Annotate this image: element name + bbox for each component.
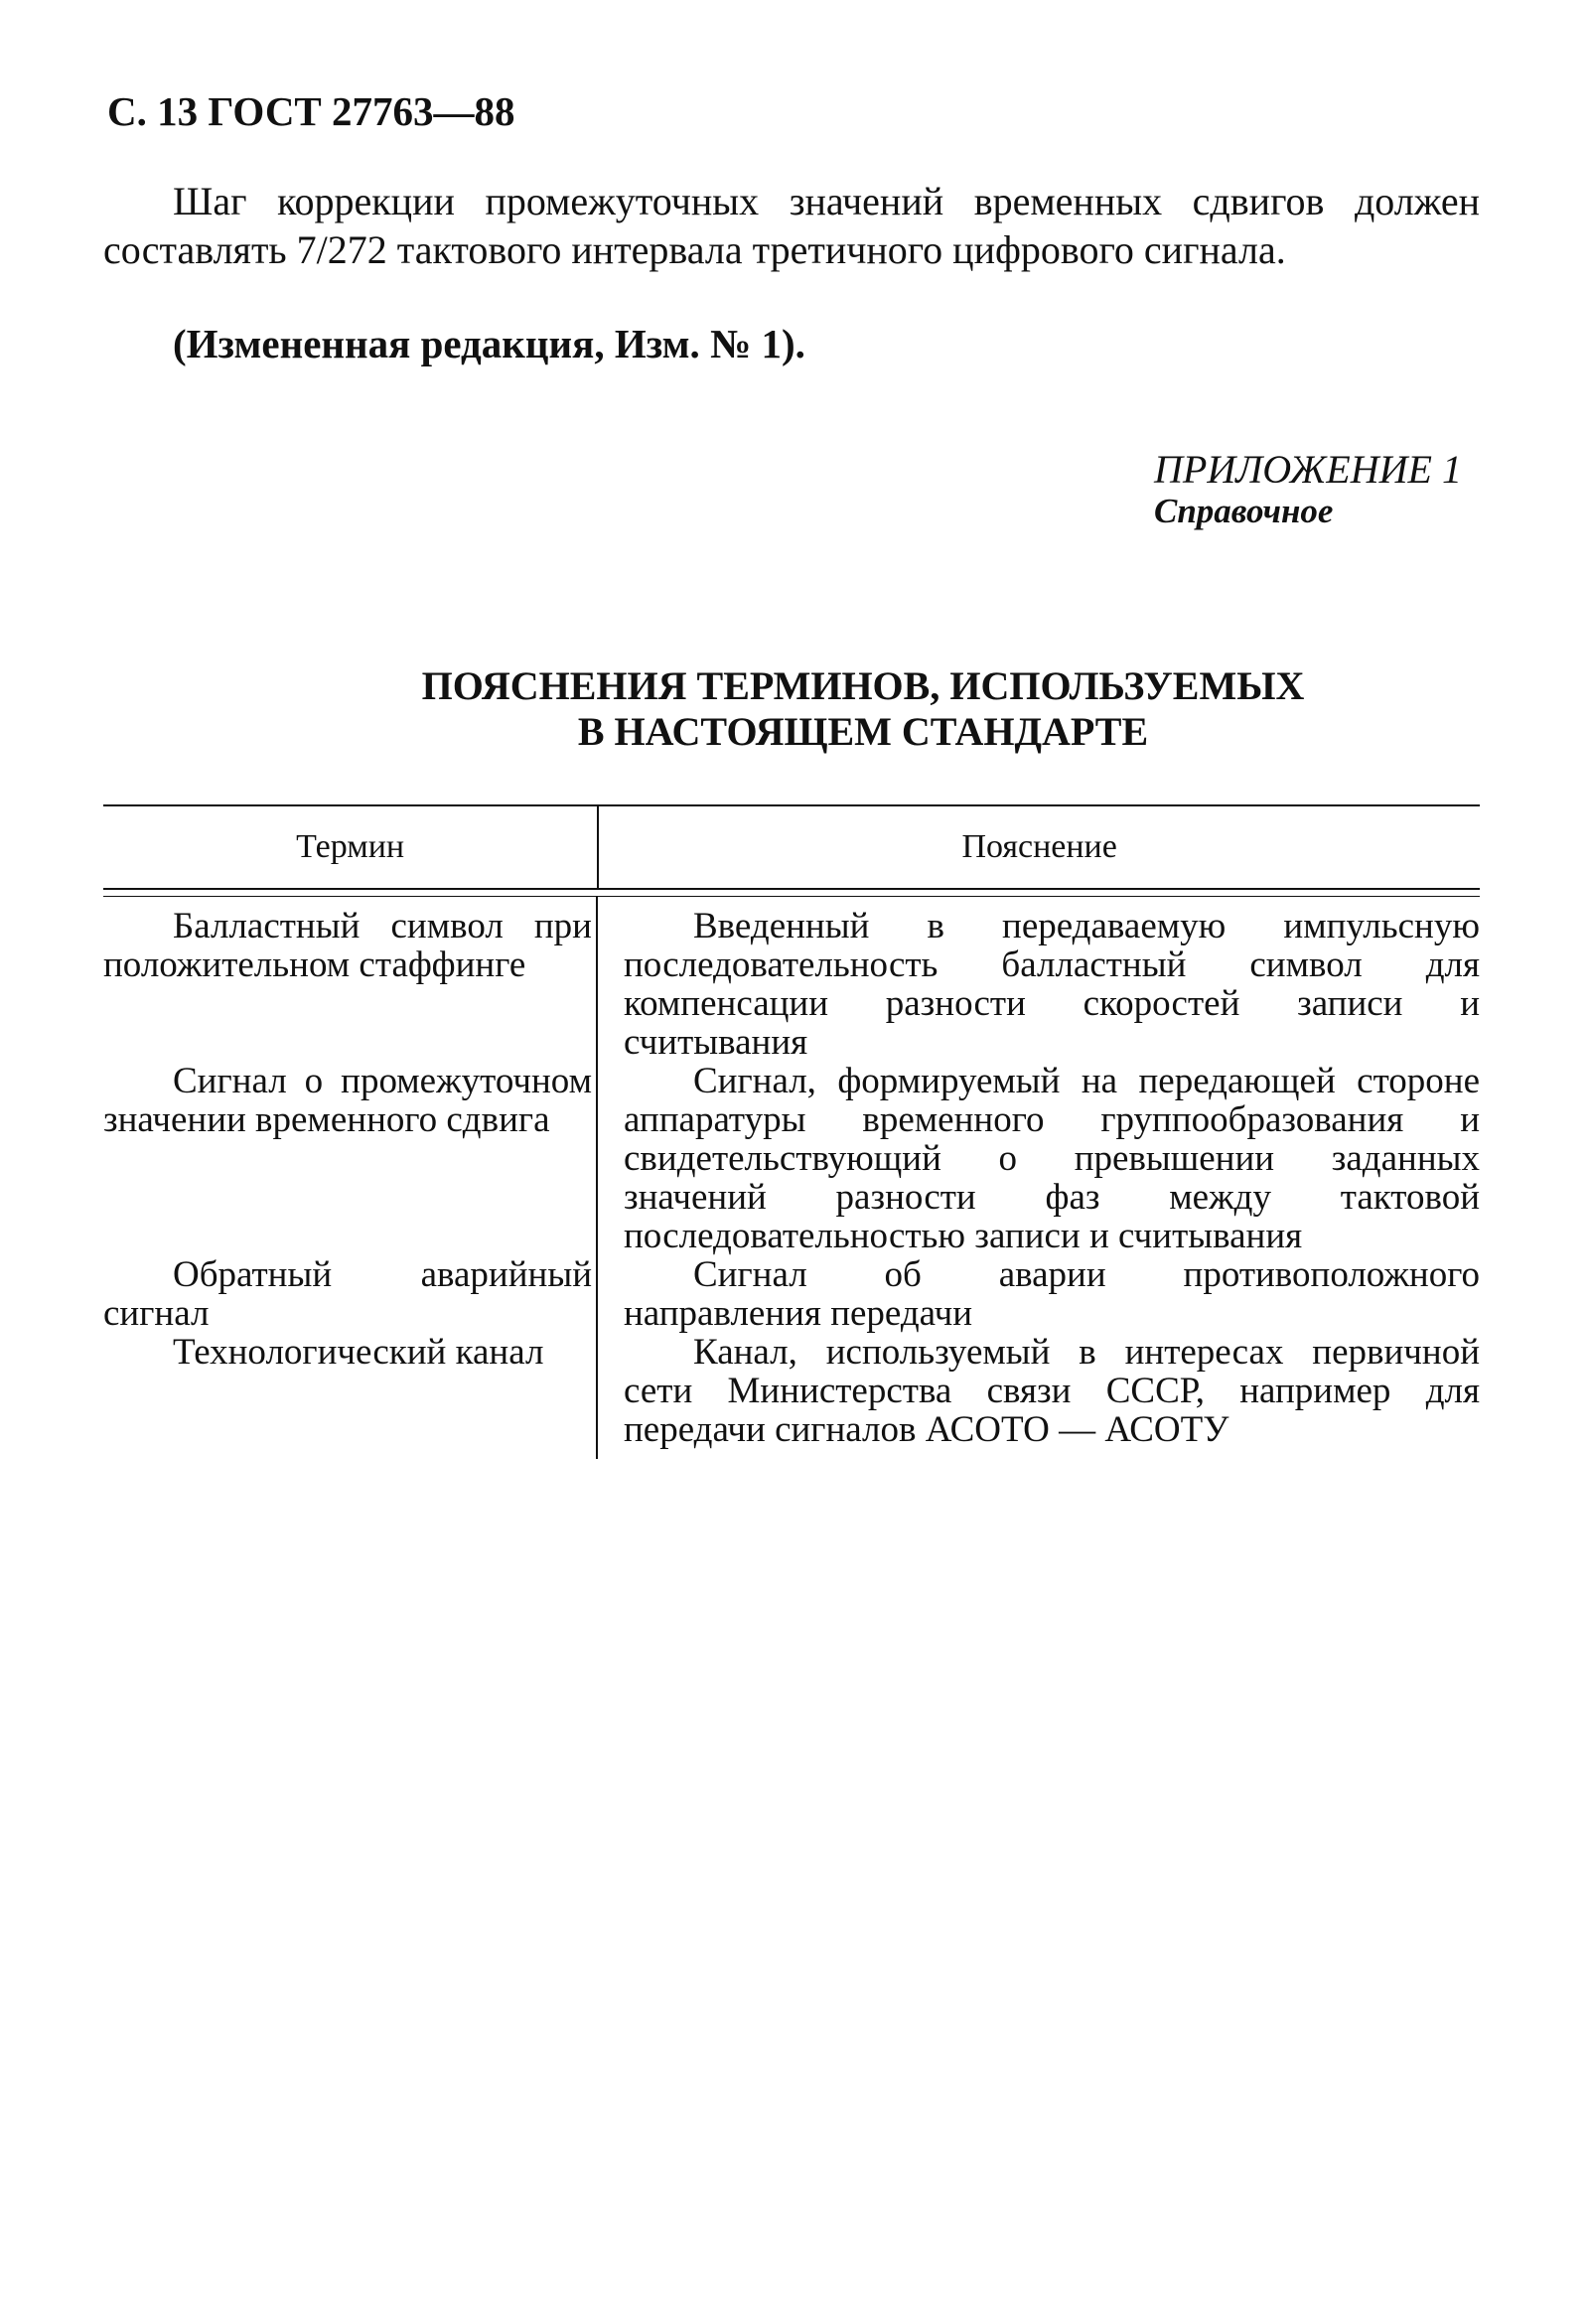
appendix-label bbox=[1154, 449, 1462, 532]
edit-note: (Измененная редакция, Изм. № 1). bbox=[173, 321, 805, 366]
section-title-line-1: ПОЯСНЕНИЯ ТЕРМИНОВ, ИСПОЛЬЗУЕМЫХ bbox=[421, 663, 1305, 708]
term-cell bbox=[103, 1255, 598, 1333]
table-header-rule bbox=[103, 888, 1480, 897]
term-cell bbox=[103, 897, 598, 1062]
table-body bbox=[103, 897, 1480, 1459]
header-explanation: Пояснение bbox=[961, 828, 1117, 865]
intro-paragraph: Шаг коррекции промежуточных значений временных сдвигов должен составлять 7/272 тактового интервала третичного цифрового сигнала. bbox=[103, 179, 1480, 272]
table-row bbox=[103, 1062, 1480, 1255]
term-text: Сигнал о промежуточном значении временного сдвига bbox=[103, 1061, 592, 1140]
explanation-cell bbox=[598, 897, 1480, 1062]
table-header-row bbox=[103, 806, 1480, 888]
appendix-number: ПРИЛОЖЕНИЕ 1 bbox=[1154, 447, 1462, 492]
terms-table bbox=[103, 804, 1480, 1459]
explanation-text: Сигнал об аварии противоположного направления передачи bbox=[624, 1254, 1480, 1334]
explanation-text: Канал, используемый в интересах первичной сети Министерства связи СССР, например для передачи сигналов АСОТО — АСОТУ bbox=[624, 1332, 1480, 1450]
table-row bbox=[103, 897, 1480, 1062]
header-term: Термин bbox=[103, 806, 599, 888]
explanation-cell bbox=[598, 1255, 1480, 1333]
term-text: Обратный аварийный сигнал bbox=[103, 1254, 592, 1334]
table-row bbox=[103, 1333, 1480, 1459]
explanation-cell bbox=[598, 1062, 1480, 1255]
appendix-kind: Справочное bbox=[1154, 492, 1334, 530]
section-title bbox=[103, 663, 1589, 755]
section-title-line-2: В НАСТОЯЩЕМ СТАНДАРТЕ bbox=[577, 709, 1149, 754]
table-row bbox=[103, 1255, 1480, 1333]
explanation-text: Введенный в передаваемую импульсную последовательность балластный символ для компенсации разности скоростей записи и считывания bbox=[624, 906, 1480, 1063]
term-cell bbox=[103, 1333, 598, 1459]
term-cell bbox=[103, 1062, 598, 1255]
explanation-cell bbox=[598, 1333, 1480, 1459]
term-text: Балластный символ при положительном стаффинге bbox=[103, 906, 592, 985]
term-text: Технологический канал bbox=[173, 1332, 544, 1373]
page-header: С. 13 ГОСТ 27763—88 bbox=[107, 88, 515, 134]
explanation-text: Сигнал, формируемый на передающей стороне аппаратуры временного группообразования и свидетельствующий о превышении заданных значений разности фаз между тактовой последовательностью записи и считывания bbox=[624, 1061, 1480, 1256]
